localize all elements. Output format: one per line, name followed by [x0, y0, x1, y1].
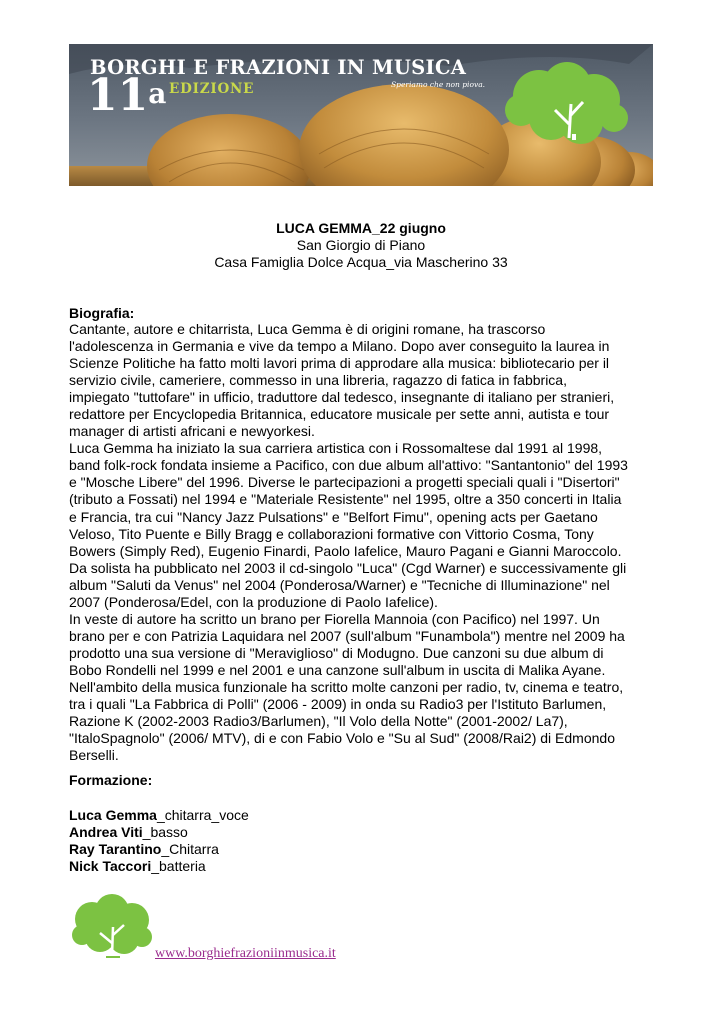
biography-line: prodotto una sua versione di "Meraviglioso" di Modugno. Due canzoni su due album di [69, 644, 604, 661]
biography-line: e "Mosche Libere" del 1996. Diverse le partecipazioni a progetti speciali quali i "Disertori" [69, 474, 620, 491]
banner-title: BORGHI E FRAZIONI IN MUSICA [90, 56, 467, 79]
biography-line: "ItaloSpagnolo" (2006/ MTV), di e con Fabio Volo e "Su al Sud" (2008/Rai2) di Edmondo [69, 730, 615, 747]
biography-line: Razione K (2002-2003 Radio3/Barlumen), "Il Volo della Notte" (2001-2002/ La7), [69, 713, 568, 730]
event-address: Casa Famiglia Dolce Acqua_via Mascherino 33 [214, 254, 508, 270]
biography-line: impiegato "tuttofare" in ufficio, traduttore dal tedesco, insegnante di italiano per stranieri, [69, 389, 615, 406]
member-name: Andrea Viti [69, 824, 143, 840]
biography-line: l'adolescenza in Germania e vive da tempo a Milano. Dopo aver conseguito la laurea in [69, 338, 610, 355]
biography-heading: Biografia: [69, 305, 135, 321]
member-row [69, 841, 249, 858]
banner-tagline: Speriamo che non piova. [391, 80, 486, 89]
banner-edition-number [87, 70, 167, 121]
biography-line: Berselli. [69, 747, 119, 764]
biography-text [69, 321, 659, 764]
formation-heading: Formazione: [69, 772, 153, 788]
biography-line: 2007 (Ponderosa/Edel, con la produzione di Paolo Iafelice). [69, 593, 438, 610]
biography-line: e Francia, tra cui "Nancy Jazz Pulsations" e "Belfort Fimu", opening acts per Gaetano [69, 508, 598, 525]
biography-line: Da solista ha pubblicato nel 2003 il cd-singolo "Luca" (Cgd Warner) e successivamente gli [69, 559, 627, 576]
biography-line: album "Saluti da Venus" nel 2004 (Ponderosa/Warner) e "Tecniche di Illuminazione" nel [69, 576, 610, 593]
header-banner [69, 44, 653, 186]
formation-list [69, 807, 249, 875]
biography-line: band folk-rock fondata insieme a Pacifico, con due album all'attivo: "Santantonio" del 1993 [69, 457, 628, 474]
biography-line: Bowers (Simply Red), Eugenio Finardi, Paolo Iafelice, Mauro Pagani e Gianni Maroccolo. [69, 542, 622, 559]
website-link[interactable]: www.borghiefrazioniinmusica.it [155, 946, 336, 961]
member-name: Nick Taccori [69, 858, 152, 874]
member-row [69, 858, 249, 875]
biography-line: redattore per Encyclopedia Britannica, educatore musicale per sette anni, autista e tour [69, 406, 610, 423]
biography-line: Veloso, Tito Puente e Billy Bragg e collaborazioni formative con Vittorio Cosma, Tony [69, 525, 594, 542]
biography-line: Bobo Rondelli nel 1999 e nel 2001 e una canzone sull'album in uscita di Malika Ayane. [69, 661, 606, 678]
biography-line: (tributo a Fossati) nel 1994 e "Materiale Resistente" nel 1995, oltre a 350 concerti in Italia [69, 491, 622, 508]
member-name: Ray Tarantino [69, 841, 162, 857]
member-role: _chitarra_voce [156, 807, 249, 823]
biography-line: tra i quali "La Fabbrica di Polli" (2006 - 2009) in onda su Radio3 per l'Istituto Barlumen, [69, 696, 607, 713]
biography-line: manager di artisti africani e newyorkesi. [69, 423, 315, 440]
biography-line: servizio civile, cameriere, commesso in una libreria, ragazzo di fatica in fabbrica, [69, 372, 567, 389]
edition-suffix: a [148, 77, 167, 110]
tree-logo-icon [70, 893, 154, 963]
biography-line: Scienze Politiche ha fatto molti lavori prima di approdare alla musica: bibliotecario per il [69, 355, 610, 372]
biography-line: In veste di autore ha scritto un brano per Fiorella Mannoia (con Pacifico) nel 1997. Un [69, 610, 600, 627]
biography-line: Cantante, autore e chitarrista, Luca Gemma è di origini romane, ha trascorso [69, 321, 546, 337]
member-role: _Chitarra [161, 841, 219, 857]
member-row [69, 807, 249, 824]
banner-edition-label: EDIZIONE [169, 81, 255, 97]
member-name: Luca Gemma [69, 807, 157, 823]
event-location: San Giorgio di Piano [296, 237, 426, 253]
biography-line: Nell'ambito della musica funzionale ha scritto molte canzoni per radio, tv, cinema e teatro, [69, 678, 624, 695]
edition-number: 11 [87, 70, 149, 121]
member-row [69, 824, 249, 841]
member-role: _batteria [151, 858, 206, 874]
event-title: LUCA GEMMA_22 giugno [276, 220, 446, 236]
biography-line: brano per e con Patrizia Laquidara nel 2007 (sull'album "Funambola") mentre nel 2009 ha [69, 627, 625, 644]
event-header [69, 220, 653, 271]
biography-line: Luca Gemma ha iniziato la sua carriera artistica con i Rossomaltese dal 1991 al 1998, [69, 440, 603, 457]
member-role: _basso [142, 824, 188, 840]
